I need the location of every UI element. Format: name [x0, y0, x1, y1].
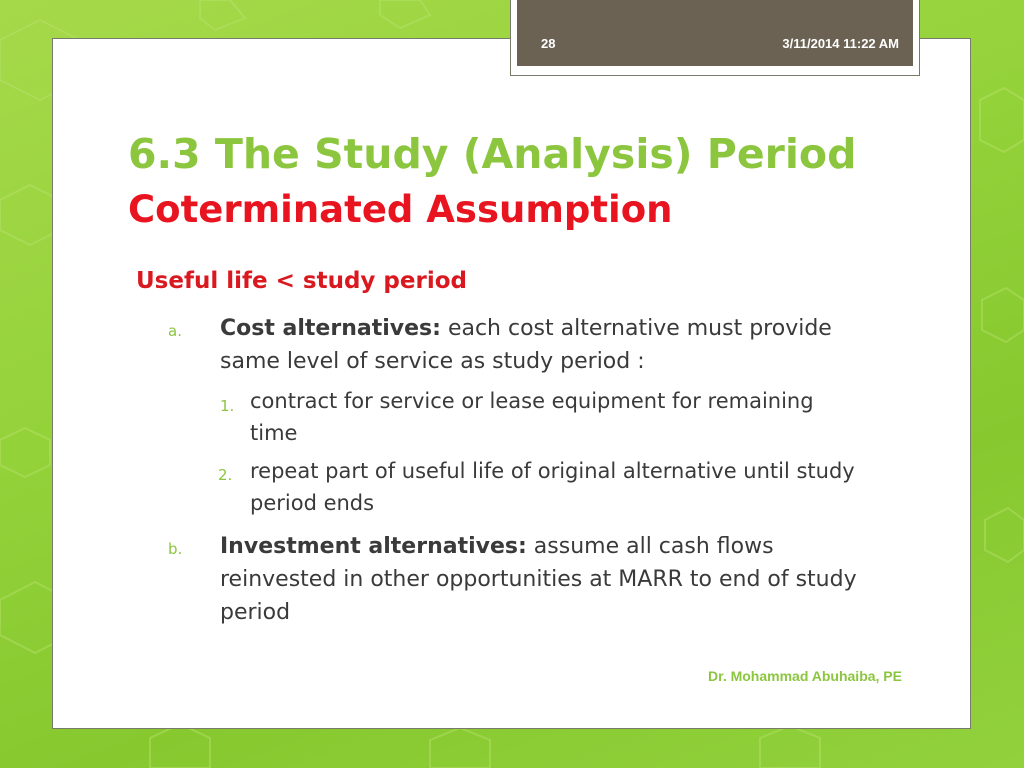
header-bar	[517, 0, 913, 66]
slide-number: 28	[541, 36, 556, 51]
sublist-marker-2: 2.	[218, 466, 233, 484]
list-item-lead: Cost alternatives:	[220, 316, 441, 341]
list-item-text: each cost alternative must provide same level of service as study period :	[220, 316, 832, 374]
list-item-text: assume all cash flows reinvested in other opportunities at MARR to end of study period	[220, 534, 857, 625]
section-heading: Useful life < study period	[136, 268, 467, 294]
list-marker-a: a.	[168, 322, 182, 340]
list-item-investment-alternatives	[220, 530, 860, 629]
sublist-item: contract for service or lease equipment for remaining time	[250, 389, 814, 445]
sublist-marker-1: 1.	[220, 397, 235, 415]
slide-subtitle: Coterminated Assumption	[128, 188, 673, 231]
list-item-lead: Investment alternatives:	[220, 534, 527, 559]
footer-author: Dr. Mohammad Abuhaiba, PE	[708, 668, 902, 684]
slide-datetime: 3/11/2014 11:22 AM	[782, 36, 899, 51]
sublist-item: repeat part of useful life of original alternative until study period ends	[250, 459, 855, 515]
slide-title: 6.3 The Study (Analysis) Period	[128, 130, 857, 178]
list-item-cost-alternatives	[220, 312, 860, 378]
header-tab	[510, 0, 920, 76]
list-marker-b: b.	[168, 540, 183, 558]
